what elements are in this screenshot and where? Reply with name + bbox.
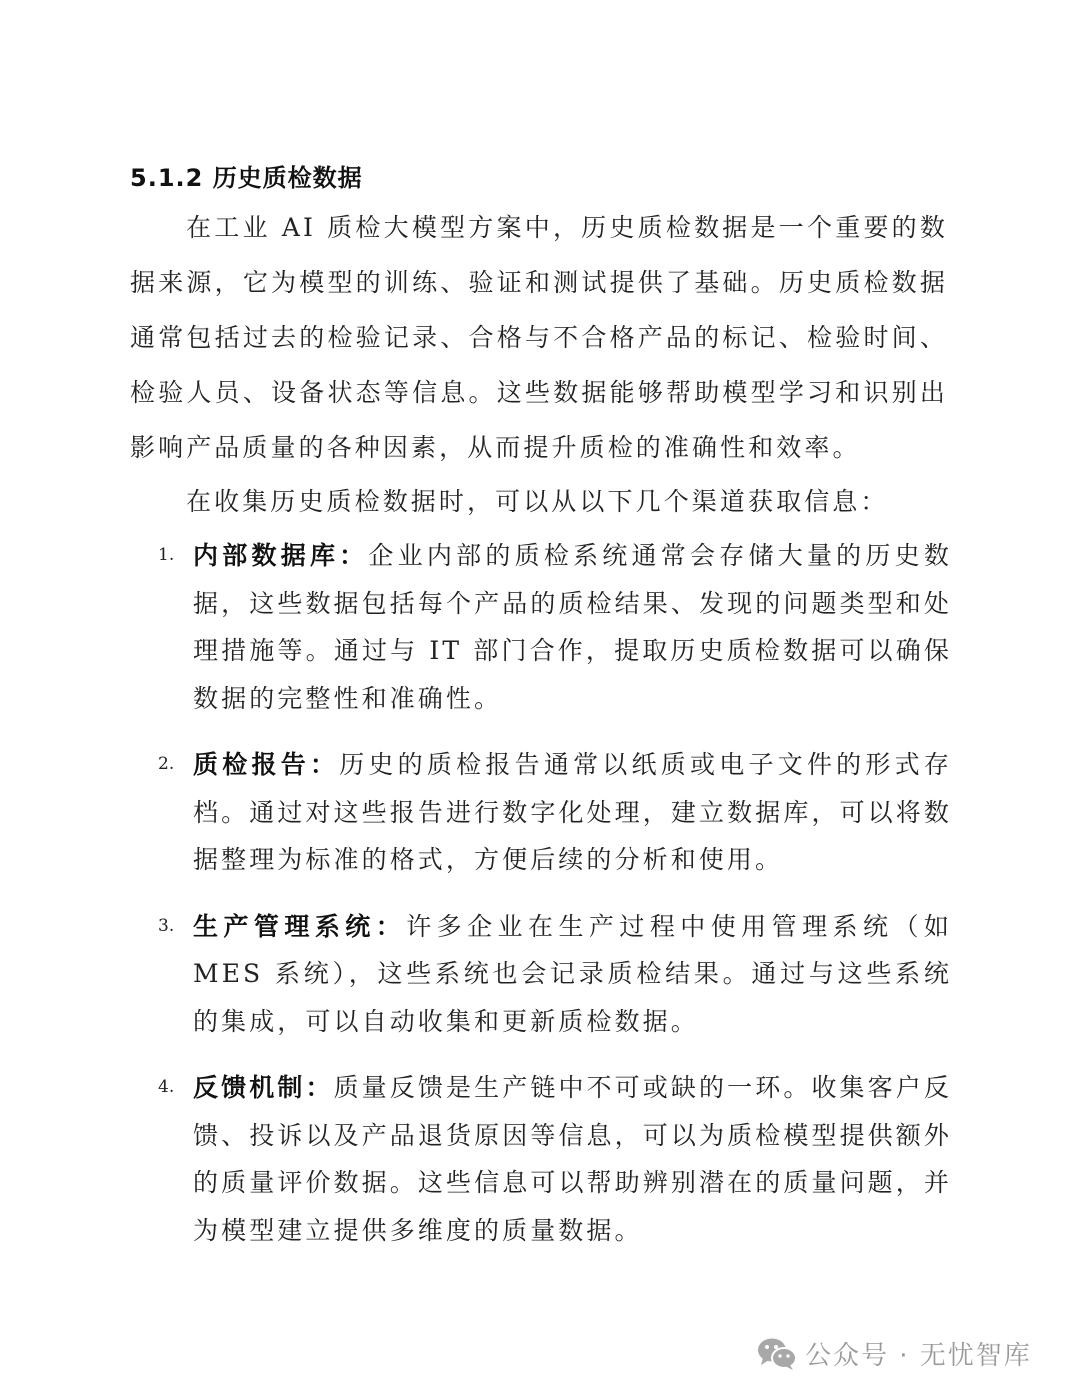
list-number: 2. (158, 754, 175, 774)
list-item-title: 内部数据库： (193, 541, 369, 570)
section-heading: 5.1.2 历史质检数据 (130, 164, 363, 192)
wechat-icon (757, 1337, 797, 1371)
list-number: 3. (158, 915, 175, 936)
list-number: 4. (158, 1077, 175, 1097)
list-item-title: 质检报告： (193, 750, 340, 779)
list-item-title: 生产管理系统： (193, 911, 407, 941)
list-item (130, 532, 952, 722)
list-item-text: 企业内部的质检系统通常会存储大量的历史数据，这些数据包括每个产品的质检结果、发现的问题类型和处理措施等。通过与 IT 部门合作，提取历史质检数据可以确保数据的完整性和准确性。 (193, 541, 952, 713)
list-item-title: 反馈机制： (193, 1073, 334, 1102)
watermark (757, 1335, 1032, 1372)
paragraph: 在收集历史质检数据时，可以从以下几个渠道获取信息： (186, 487, 889, 516)
source-list (130, 532, 952, 1273)
list-item-text: 历史的质检报告通常以纸质或电子文件的形式存档。通过对这些报告进行数字化处理，建立数据库，可以将数据整理为标准的格式，方便后续的分析和使用。 (193, 750, 952, 874)
list-item (130, 1064, 952, 1254)
paragraph: 在工业 AI 质检大模型方案中，历史质检数据是一个重要的数据来源，它为模型的训练、验证和测试提供了基础。历史质检数据通常包括过去的检验记录、合格与不合格产品的标记、检验时间、检验人员、设备状态等信息。这些数据能够帮助模型学习和识别出影响产品质量的各种因素，从而提升质检的准确性和效率。 (130, 213, 948, 462)
list-item-text: 许多企业在生产过程中使用管理系统（如 MES 系统），这些系统也会记录质检结果。通过与这些系统的集成，可以自动收集和更新质检数据。 (193, 911, 952, 1036)
watermark-text: 公众号 · 无忧智库 (805, 1341, 1032, 1371)
list-item (130, 903, 952, 1046)
list-number: 1. (158, 545, 175, 565)
list-item (130, 741, 952, 884)
list-item-text: 质量反馈是生产链中不可或缺的一环。收集客户反馈、投诉以及产品退货原因等信息，可以为质检模型提供额外的质量评价数据。这些信息可以帮助辨别潜在的质量问题，并为模型建立提供多维度的质量数据。 (193, 1073, 952, 1245)
